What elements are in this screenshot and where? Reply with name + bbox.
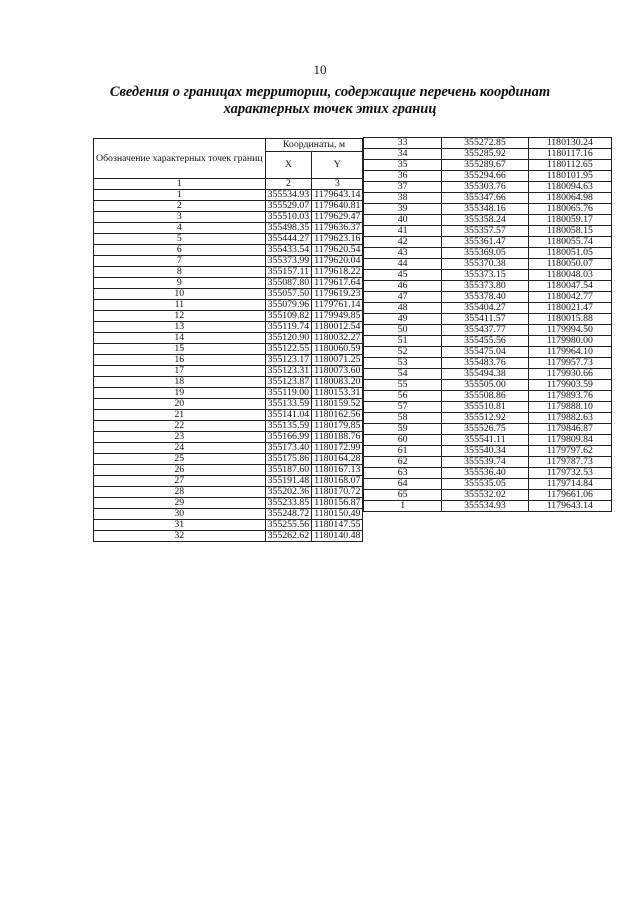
table-row [364,314,612,325]
x-coordinate-cell: 355173.40 [265,443,312,454]
point-number-cell: 8 [94,267,266,278]
point-number-cell: 47 [364,292,442,303]
point-number-cell: 56 [364,391,442,402]
x-coordinate-cell: 355369.05 [442,248,528,259]
x-coordinate-cell: 355378.40 [442,292,528,303]
x-coordinate-cell: 355175.86 [265,454,312,465]
table-row [364,347,612,358]
table-row [364,479,612,490]
point-number-cell: 62 [364,457,442,468]
table-row [364,160,612,171]
table-row [364,204,612,215]
x-coordinate-cell: 355508.86 [442,391,528,402]
table-row [364,424,612,435]
point-number-cell: 58 [364,413,442,424]
y-coordinate-cell: 1180021.47 [528,303,611,314]
x-coordinate-cell: 355361.47 [442,237,528,248]
header-x-label: X [265,152,312,179]
point-number-cell: 65 [364,490,442,501]
point-number-cell: 61 [364,446,442,457]
point-number-cell: 39 [364,204,442,215]
y-coordinate-cell: 1180032.27 [312,333,363,344]
y-coordinate-cell: 1180164.28 [312,454,363,465]
coordinates-table-right [363,137,612,512]
y-coordinate-cell: 1179640.81 [312,201,363,212]
x-coordinate-cell: 355285.92 [442,149,528,160]
table-row [364,193,612,204]
point-number-cell: 25 [94,454,266,465]
table-row [364,215,612,226]
y-coordinate-cell: 1180117.16 [528,149,611,160]
x-coordinate-cell: 355202.36 [265,487,312,498]
y-coordinate-cell: 1179893.76 [528,391,611,402]
y-coordinate-cell: 1179980.00 [528,336,611,347]
y-coordinate-cell: 1179620.54 [312,245,363,256]
y-coordinate-cell: 1179888.10 [528,402,611,413]
table-row [94,366,363,377]
table-row [364,237,612,248]
table-row [364,226,612,237]
point-number-cell: 33 [364,138,442,149]
y-coordinate-cell: 1180051.05 [528,248,611,259]
x-coordinate-cell: 355357.57 [442,226,528,237]
point-number-cell: 3 [94,212,266,223]
table-row [364,501,612,512]
point-number-cell: 49 [364,314,442,325]
y-coordinate-cell: 1180140.48 [312,531,363,542]
x-coordinate-cell: 355255.56 [265,520,312,531]
point-number-cell: 41 [364,226,442,237]
title-line-2: характерных точек этих границ [223,101,437,117]
y-coordinate-cell: 1180168.07 [312,476,363,487]
table-row [364,402,612,413]
y-coordinate-cell: 1179761.14 [312,300,363,311]
point-number-cell: 51 [364,336,442,347]
y-coordinate-cell: 1180058.15 [528,226,611,237]
table-row [364,325,612,336]
table-row [94,509,363,520]
table-row [94,432,363,443]
point-number-cell: 16 [94,355,266,366]
x-coordinate-cell: 355529.07 [265,201,312,212]
table-row [94,498,363,509]
table-row [94,388,363,399]
point-number-cell: 11 [94,300,266,311]
x-coordinate-cell: 355505.00 [442,380,528,391]
table-row [94,333,363,344]
x-coordinate-cell: 355534.93 [442,501,528,512]
x-coordinate-cell: 355541.11 [442,435,528,446]
table-row [364,435,612,446]
table-row [94,443,363,454]
header-col-num-2: 2 [265,179,312,190]
y-coordinate-cell: 1180112.65 [528,160,611,171]
y-coordinate-cell: 1179629.47 [312,212,363,223]
x-coordinate-cell: 355370.38 [442,259,528,270]
y-coordinate-cell: 1180130.24 [528,138,611,149]
table-row [94,267,363,278]
point-number-cell: 34 [364,149,442,160]
table-row [94,322,363,333]
x-coordinate-cell: 355373.15 [442,270,528,281]
point-number-cell: 37 [364,182,442,193]
y-coordinate-cell: 1179994.50 [528,325,611,336]
y-coordinate-cell: 1179957.73 [528,358,611,369]
point-number-cell: 44 [364,259,442,270]
point-number-cell: 10 [94,289,266,300]
table-row [94,355,363,366]
y-coordinate-cell: 1179882.63 [528,413,611,424]
header-col-num-3: 3 [312,179,363,190]
point-number-cell: 18 [94,377,266,388]
table-row [364,270,612,281]
point-number-cell: 30 [94,509,266,520]
x-coordinate-cell: 355123.87 [265,377,312,388]
point-number-cell: 60 [364,435,442,446]
point-number-cell: 23 [94,432,266,443]
table-row [94,212,363,223]
header-y-label: Y [312,152,363,179]
y-coordinate-cell: 1179714.84 [528,479,611,490]
x-coordinate-cell: 355540.34 [442,446,528,457]
y-coordinate-cell: 1179620.04 [312,256,363,267]
x-coordinate-cell: 355157.11 [265,267,312,278]
point-number-cell: 32 [94,531,266,542]
table-row [364,303,612,314]
point-number-cell: 29 [94,498,266,509]
y-coordinate-cell: 1180162.56 [312,410,363,421]
y-coordinate-cell: 1179661.06 [528,490,611,501]
y-coordinate-cell: 1179617.64 [312,278,363,289]
y-coordinate-cell: 1179903.59 [528,380,611,391]
table-row [364,171,612,182]
point-number-cell: 21 [94,410,266,421]
y-coordinate-cell: 1179623.16 [312,234,363,245]
x-coordinate-cell: 355444.27 [265,234,312,245]
table-row [364,391,612,402]
point-number-cell: 7 [94,256,266,267]
table-row [364,369,612,380]
point-number-cell: 12 [94,311,266,322]
y-coordinate-cell: 1180179.85 [312,421,363,432]
x-coordinate-cell: 355348.16 [442,204,528,215]
x-coordinate-cell: 355373.80 [442,281,528,292]
x-coordinate-cell: 355498.35 [265,223,312,234]
y-coordinate-cell: 1180064.98 [528,193,611,204]
point-number-cell: 52 [364,347,442,358]
y-coordinate-cell: 1180050.07 [528,259,611,270]
point-number-cell: 53 [364,358,442,369]
x-coordinate-cell: 355532.02 [442,490,528,501]
x-coordinate-cell: 355494.38 [442,369,528,380]
y-coordinate-cell: 1180167.13 [312,465,363,476]
table-row [94,421,363,432]
table-row [364,259,612,270]
y-coordinate-cell: 1179619.23 [312,289,363,300]
x-coordinate-cell: 355526.75 [442,424,528,435]
header-coords-label: Координаты, м [265,139,363,152]
x-coordinate-cell: 355475.04 [442,347,528,358]
y-coordinate-cell: 1180048.03 [528,270,611,281]
y-coordinate-cell: 1179643.14 [312,190,363,201]
x-coordinate-cell: 355539.74 [442,457,528,468]
point-number-cell: 63 [364,468,442,479]
y-coordinate-cell: 1179930.66 [528,369,611,380]
y-coordinate-cell: 1179732.53 [528,468,611,479]
right-table-body [364,138,612,512]
x-coordinate-cell: 355433.54 [265,245,312,256]
table-row [94,245,363,256]
table-row [364,138,612,149]
y-coordinate-cell: 1179964.10 [528,347,611,358]
x-coordinate-cell: 355358.24 [442,215,528,226]
x-coordinate-cell: 355510.81 [442,402,528,413]
y-coordinate-cell: 1180073.60 [312,366,363,377]
x-coordinate-cell: 355057.50 [265,289,312,300]
point-number-cell: 24 [94,443,266,454]
page-number: 10 [313,62,327,77]
y-coordinate-cell: 1179636.37 [312,223,363,234]
x-coordinate-cell: 355187.60 [265,465,312,476]
point-number-cell: 27 [94,476,266,487]
x-coordinate-cell: 355303.76 [442,182,528,193]
left-table-body [94,190,363,542]
point-number-cell: 57 [364,402,442,413]
table-row [94,520,363,531]
table-row [364,281,612,292]
table-row [94,531,363,542]
x-coordinate-cell: 355272.85 [442,138,528,149]
y-coordinate-cell: 1179797.62 [528,446,611,457]
document-title [60,84,600,118]
point-number-cell: 1 [94,190,266,201]
y-coordinate-cell: 1180083.20 [312,377,363,388]
y-coordinate-cell: 1180101.95 [528,171,611,182]
point-number-cell: 35 [364,160,442,171]
table-row [94,465,363,476]
x-coordinate-cell: 355119.74 [265,322,312,333]
x-coordinate-cell: 355122.55 [265,344,312,355]
x-coordinate-cell: 355536.40 [442,468,528,479]
x-coordinate-cell: 355455.56 [442,336,528,347]
point-number-cell: 14 [94,333,266,344]
table-row [364,358,612,369]
table-row [364,336,612,347]
x-coordinate-cell: 355347.66 [442,193,528,204]
y-coordinate-cell: 1180065.76 [528,204,611,215]
point-number-cell: 36 [364,171,442,182]
y-coordinate-cell: 1180147.55 [312,520,363,531]
table-row [94,476,363,487]
table-row [94,487,363,498]
y-coordinate-cell: 1179618.22 [312,267,363,278]
point-number-cell: 38 [364,193,442,204]
point-number-cell: 28 [94,487,266,498]
point-number-cell: 64 [364,479,442,490]
y-coordinate-cell: 1180156.87 [312,498,363,509]
point-number-cell: 15 [94,344,266,355]
y-coordinate-cell: 1180055.74 [528,237,611,248]
y-coordinate-cell: 1180172.99 [312,443,363,454]
y-coordinate-cell: 1180153.31 [312,388,363,399]
table-row [364,490,612,501]
point-number-cell: 2 [94,201,266,212]
x-coordinate-cell: 355120.90 [265,333,312,344]
x-coordinate-cell: 355404.27 [442,303,528,314]
table-row [94,256,363,267]
x-coordinate-cell: 355133.59 [265,399,312,410]
table-row [94,289,363,300]
x-coordinate-cell: 355534.93 [265,190,312,201]
table-row [94,399,363,410]
y-coordinate-cell: 1180071.25 [312,355,363,366]
header-col-num-1: 1 [94,179,266,190]
point-number-cell: 55 [364,380,442,391]
x-coordinate-cell: 355483.76 [442,358,528,369]
x-coordinate-cell: 355079.96 [265,300,312,311]
table-row [94,223,363,234]
x-coordinate-cell: 355166.99 [265,432,312,443]
table-row [94,410,363,421]
x-coordinate-cell: 355233.85 [265,498,312,509]
point-number-cell: 22 [94,421,266,432]
table-row [94,278,363,289]
x-coordinate-cell: 355123.17 [265,355,312,366]
x-coordinate-cell: 355119.00 [265,388,312,399]
y-coordinate-cell: 1180188.76 [312,432,363,443]
y-coordinate-cell: 1180042.77 [528,292,611,303]
title-line-1: Сведения о границах территории, содержащие перечень координат [109,84,551,100]
y-coordinate-cell: 1179643.14 [528,501,611,512]
table-row [364,149,612,160]
x-coordinate-cell: 355289.67 [442,160,528,171]
x-coordinate-cell: 355141.04 [265,410,312,421]
point-number-cell: 13 [94,322,266,333]
point-number-cell: 59 [364,424,442,435]
table-row [94,344,363,355]
y-coordinate-cell: 1179949.85 [312,311,363,322]
y-coordinate-cell: 1180047.54 [528,281,611,292]
table-row [94,377,363,388]
table-row [364,468,612,479]
table-row [364,413,612,424]
table-row [364,446,612,457]
point-number-cell: 40 [364,215,442,226]
x-coordinate-cell: 355437.77 [442,325,528,336]
table-row [94,234,363,245]
table-row [94,311,363,322]
point-number-cell: 50 [364,325,442,336]
point-number-cell: 4 [94,223,266,234]
point-number-cell: 5 [94,234,266,245]
x-coordinate-cell: 355411.57 [442,314,528,325]
table-row [94,201,363,212]
point-number-cell: 17 [94,366,266,377]
x-coordinate-cell: 355262.62 [265,531,312,542]
y-coordinate-cell: 1180150.49 [312,509,363,520]
y-coordinate-cell: 1180059.17 [528,215,611,226]
table-row [364,457,612,468]
x-coordinate-cell: 355510.03 [265,212,312,223]
table-row [364,182,612,193]
point-number-cell: 42 [364,237,442,248]
point-number-cell: 54 [364,369,442,380]
table-row [364,292,612,303]
y-coordinate-cell: 1179809.84 [528,435,611,446]
y-coordinate-cell: 1180012.54 [312,322,363,333]
y-coordinate-cell: 1180060.59 [312,344,363,355]
point-number-cell: 26 [94,465,266,476]
point-number-cell: 1 [364,501,442,512]
x-coordinate-cell: 355248.72 [265,509,312,520]
x-coordinate-cell: 355535.05 [442,479,528,490]
x-coordinate-cell: 355512.92 [442,413,528,424]
y-coordinate-cell: 1180159.52 [312,399,363,410]
y-coordinate-cell: 1179846.87 [528,424,611,435]
point-number-cell: 20 [94,399,266,410]
x-coordinate-cell: 355135.59 [265,421,312,432]
y-coordinate-cell: 1180170.72 [312,487,363,498]
point-number-cell: 6 [94,245,266,256]
table-row [94,454,363,465]
table-row [364,380,612,391]
x-coordinate-cell: 355294.66 [442,171,528,182]
table-row [94,190,363,201]
point-number-cell: 31 [94,520,266,531]
header-point-label: Обозначение характерных точек границ [94,139,266,179]
table-row [94,300,363,311]
coordinates-table-left [93,138,363,542]
point-number-cell: 45 [364,270,442,281]
x-coordinate-cell: 355123.31 [265,366,312,377]
point-number-cell: 43 [364,248,442,259]
point-number-cell: 9 [94,278,266,289]
x-coordinate-cell: 355191.48 [265,476,312,487]
y-coordinate-cell: 1180094.63 [528,182,611,193]
x-coordinate-cell: 355373.99 [265,256,312,267]
point-number-cell: 46 [364,281,442,292]
y-coordinate-cell: 1180015.88 [528,314,611,325]
x-coordinate-cell: 355109.82 [265,311,312,322]
x-coordinate-cell: 355087.80 [265,278,312,289]
table-row [364,248,612,259]
y-coordinate-cell: 1179787.73 [528,457,611,468]
point-number-cell: 19 [94,388,266,399]
point-number-cell: 48 [364,303,442,314]
